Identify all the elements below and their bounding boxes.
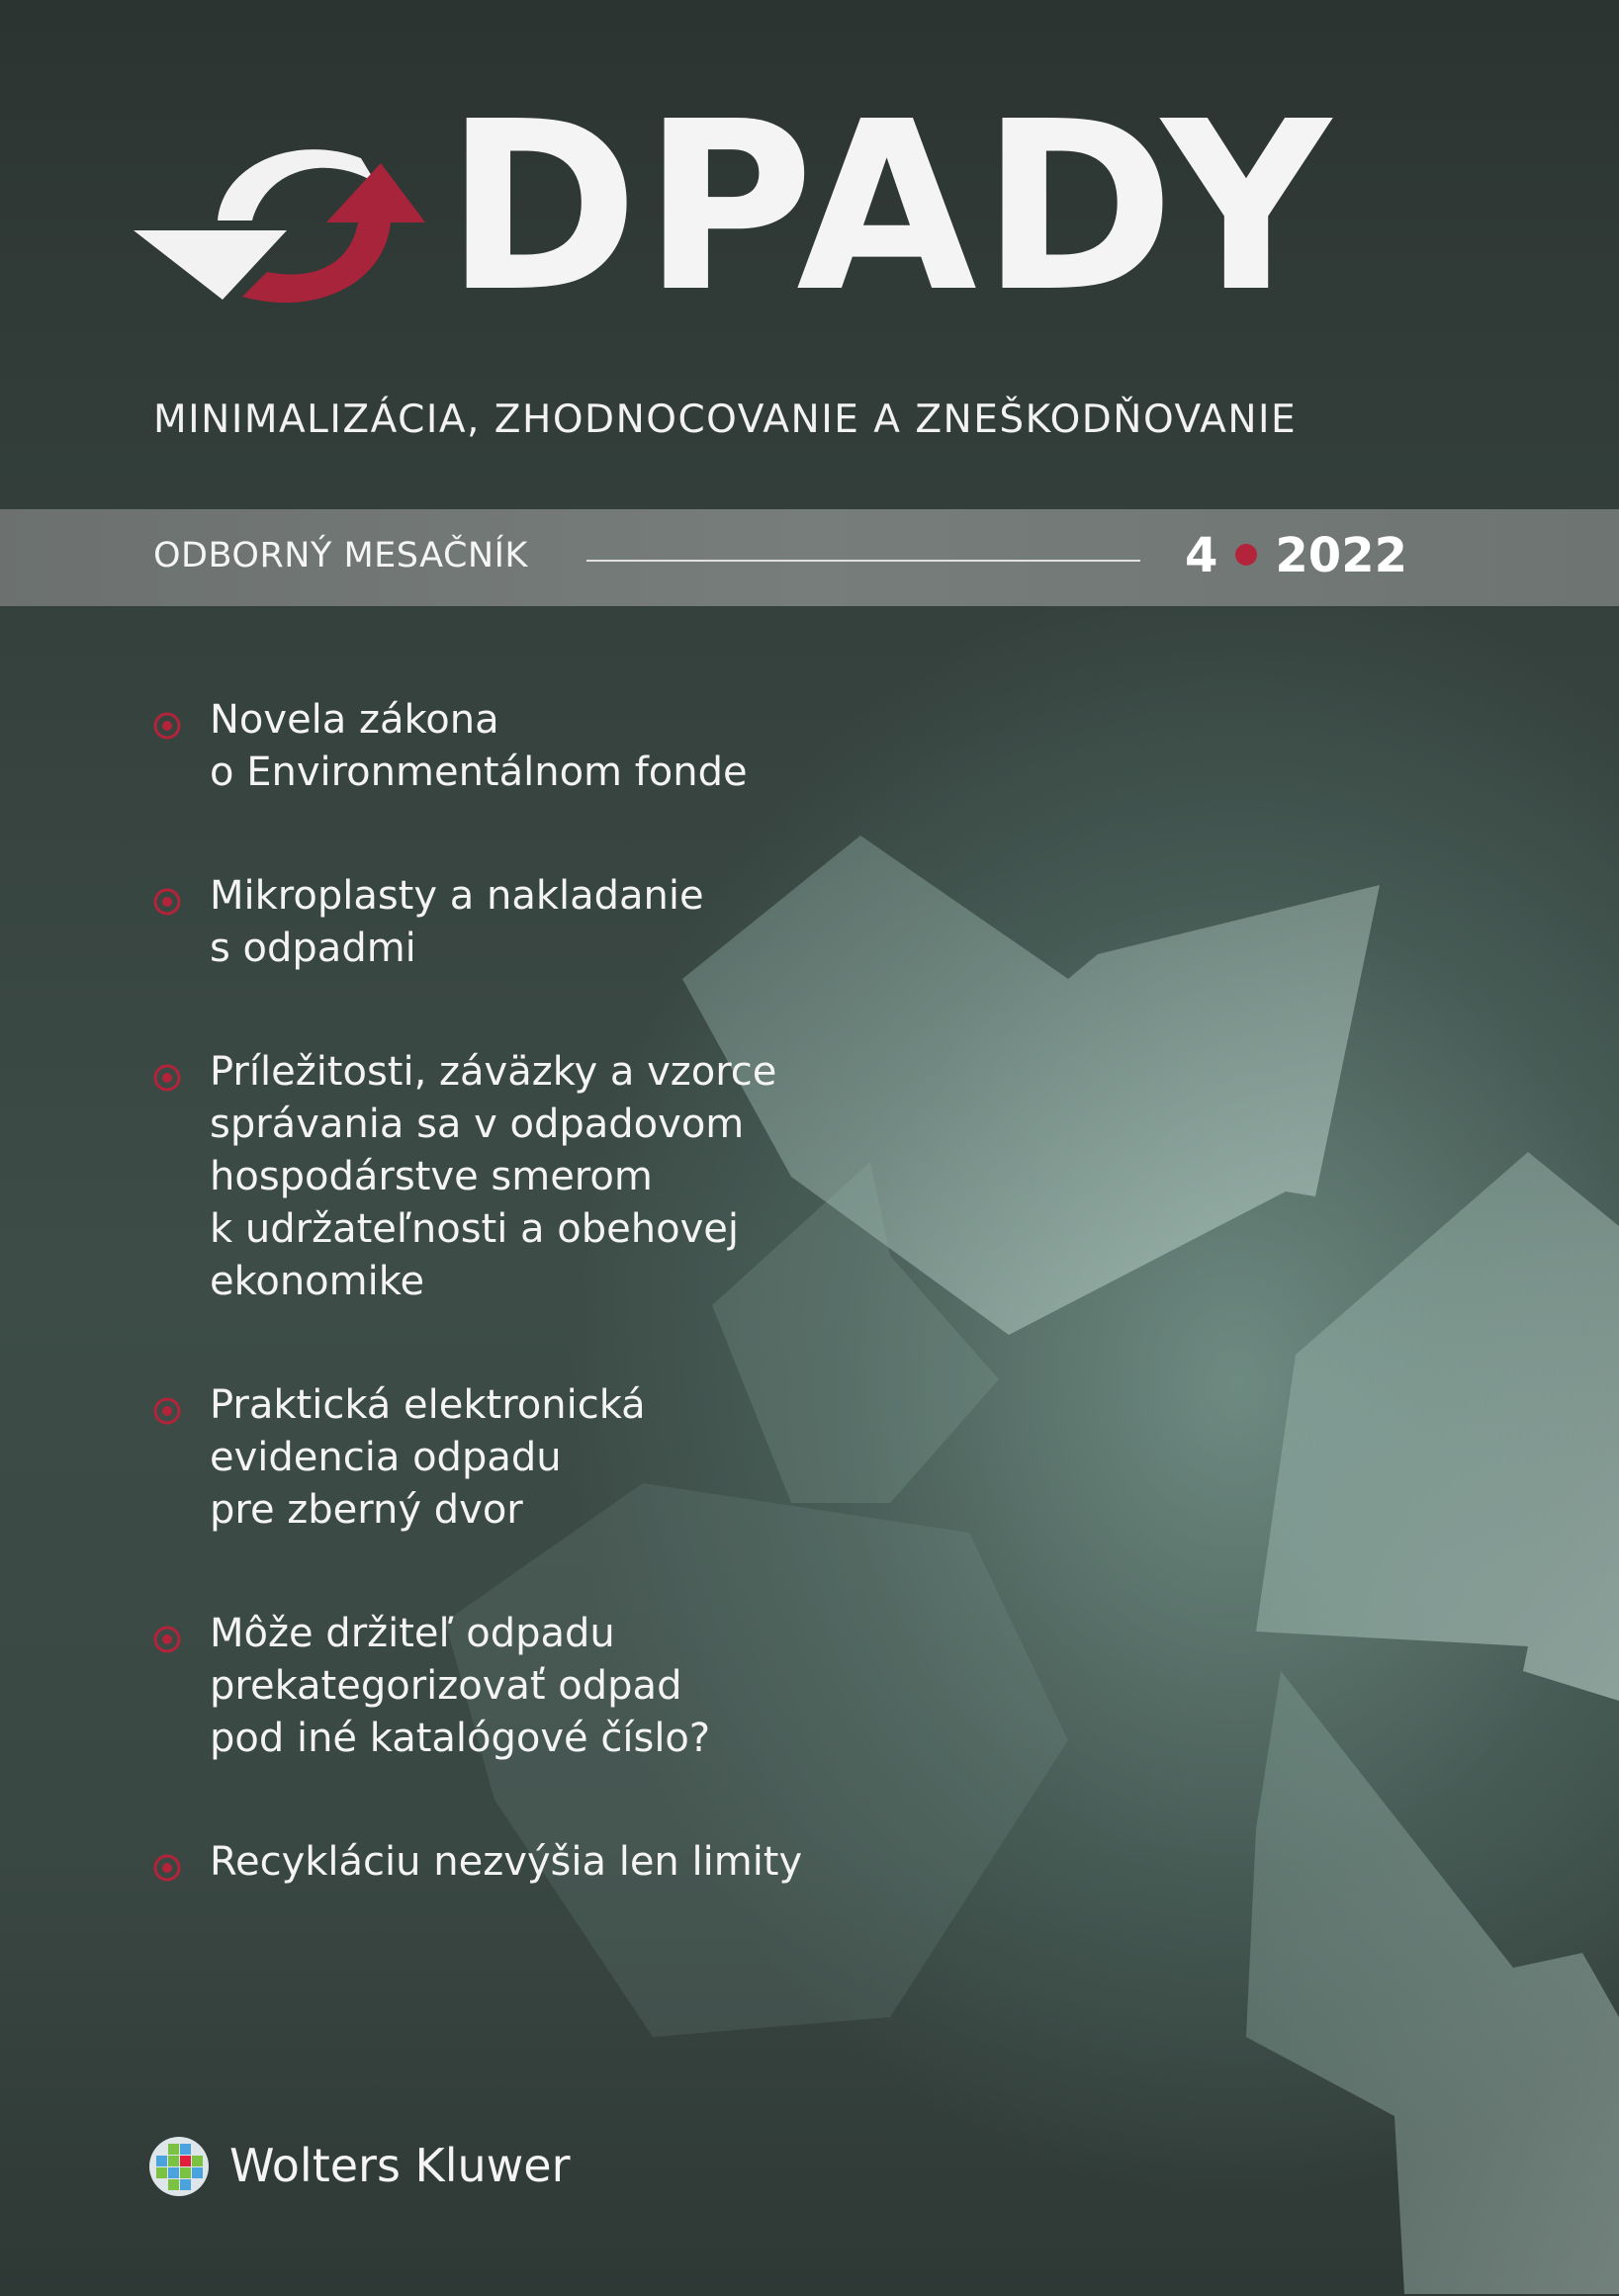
- issue-separator-dot-icon: [1235, 544, 1257, 566]
- magazine-title: DPADY: [445, 71, 1335, 343]
- issue-year: 2022: [1275, 528, 1407, 583]
- contents-item-text: Príležitosti, záväzky a vzorce správania sa v odpadovom hospodárstve smerom k udržateľnosti a obehovej ekonomike: [210, 1049, 777, 1304]
- contents-item-text: Môže držiteľ odpadu prekategorizovať odpad pod iné katalógové číslo?: [210, 1611, 711, 1761]
- contents-item-text: Recykláciu nezvýšia len limity: [210, 1839, 803, 1885]
- target-bullet-icon: [153, 1626, 181, 1653]
- contents-item-text: Mikroplasty a nakladanie s odpadmi: [210, 873, 704, 971]
- wolters-kluwer-mark-icon: [148, 2136, 210, 2197]
- publication-type-label: ODBORNÝ MESAČNÍK: [153, 536, 528, 575]
- contents-item: [153, 1608, 905, 1765]
- contents-item-text: Praktická elektronická evidencia odpadu pre zberný dvor: [210, 1382, 646, 1533]
- target-bullet-icon: [153, 1064, 181, 1092]
- contents-item: [153, 1379, 905, 1537]
- target-bullet-icon: [153, 888, 181, 916]
- issue-band: [0, 509, 1619, 606]
- target-bullet-icon: [153, 712, 181, 740]
- publisher-name: Wolters Kluwer: [229, 2139, 571, 2192]
- target-bullet-icon: [153, 1397, 181, 1425]
- publisher-logo: [148, 2131, 603, 2210]
- contents-list: [153, 694, 905, 1889]
- contents-item: [153, 694, 905, 799]
- band-divider-line: [586, 560, 1140, 562]
- issue-number: 4: [1185, 528, 1218, 583]
- issue-info: [1185, 528, 1407, 583]
- recycle-arrows-logo-icon: [129, 124, 425, 321]
- target-bullet-icon: [153, 1854, 181, 1882]
- contents-item: [153, 1836, 905, 1889]
- masthead: [129, 71, 1434, 343]
- contents-item-text: Novela zákona o Environmentálnom fonde: [210, 697, 748, 795]
- contents-item: [153, 870, 905, 975]
- contents-item: [153, 1046, 905, 1308]
- magazine-subtitle: MINIMALIZÁCIA, ZHODNOCOVANIE A ZNEŠKODŇOVANIE: [153, 397, 1298, 442]
